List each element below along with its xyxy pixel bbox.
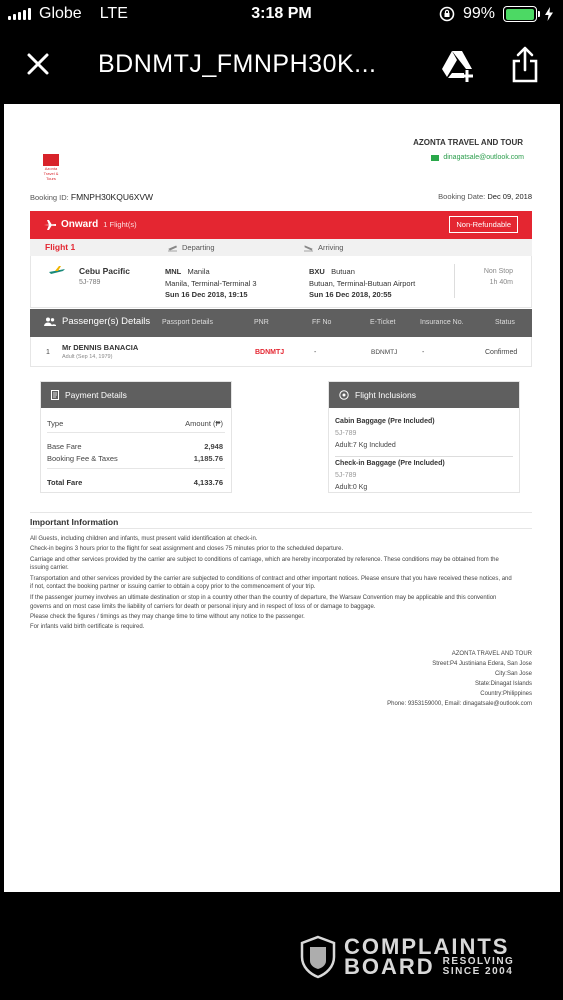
dep-city: Manila	[187, 267, 210, 276]
booking-date	[438, 192, 532, 201]
duration: 1h 40m	[489, 279, 513, 286]
app-bar	[0, 30, 563, 102]
note-item: All Guests, including children and infants, must present valid identification at check-in.	[30, 536, 258, 542]
battery-percent: 99%	[462, 5, 495, 22]
file-title: BDNMTJ_FMNPH30K...	[98, 50, 377, 78]
flight-inclusions-panel	[328, 381, 520, 493]
pax-status: Confirmed	[485, 349, 518, 356]
watermark-tag2: SINCE 2004	[442, 966, 514, 977]
onward-header	[30, 211, 532, 239]
departure-block	[165, 266, 257, 301]
arr-city: Butuan	[331, 267, 355, 276]
footer-address	[387, 649, 532, 709]
note-item: For infants valid birth certificate is required.	[30, 624, 145, 631]
checkin-flight: 5J-789	[335, 472, 357, 479]
airline-name: Cebu Pacific	[79, 266, 131, 276]
dep-code: MNL	[165, 267, 182, 276]
arr-terminal: Butuan, Terminal-Butuan Airport	[309, 278, 416, 288]
arr-time: Sun 16 Dec 2018, 20:55	[309, 290, 392, 299]
divider	[454, 264, 455, 298]
people-icon	[44, 317, 56, 326]
payment-amount-label: Amount (₱)	[185, 419, 223, 428]
passenger-row	[30, 337, 532, 367]
airplane-icon	[44, 220, 56, 230]
flight-row	[30, 256, 532, 308]
arr-code: BXU	[309, 267, 325, 276]
pax-insurance: -	[422, 349, 425, 356]
arrival-icon	[304, 244, 313, 252]
add-to-drive-icon[interactable]	[440, 47, 476, 83]
company-logo	[40, 154, 62, 181]
watermark-word1: COMPLAINTS	[344, 934, 510, 959]
pax-ffno: -	[314, 349, 317, 356]
booking-date-label: Booking Date:	[438, 192, 486, 201]
col-ffno: FF No	[312, 319, 332, 326]
checkin-detail: Adult:0 Kg	[335, 484, 368, 491]
col-eticket: E-Ticket	[370, 319, 396, 326]
network-type: LTE	[99, 5, 128, 22]
divider	[30, 512, 532, 513]
col-pnr: PNR	[254, 319, 269, 326]
clock: 3:18 PM	[251, 5, 312, 22]
inclusions-title: Flight Inclusions	[355, 390, 416, 400]
divider	[30, 528, 532, 529]
cabin-detail: Adult:7 Kg Included	[335, 442, 396, 449]
base-fare-value: 2,948	[204, 442, 223, 451]
note-item: Transportation and other services provided by the carrier are subjected to conditions of contract and other important notices. Please ensure that you have received these notices, and if not, contact the booking partner or issuing carrier to obtain a copy prior to the commencement of your trip.	[30, 575, 512, 591]
pax-pnr: BDNMTJ	[255, 349, 285, 356]
status-bar	[0, 0, 563, 30]
footer-country: Country:Philippines	[480, 691, 532, 697]
document-icon	[51, 390, 59, 400]
battery-icon	[503, 6, 537, 22]
footer-street: Street:P4 Justiniana Edera, San Jose	[432, 661, 532, 667]
booking-id-label: Booking ID:	[30, 193, 69, 202]
booking-fee-value: 1,185.76	[193, 454, 223, 463]
departing-label: Departing	[182, 243, 215, 252]
checkin-baggage-title: Check-in Baggage (Pre Included)	[335, 460, 445, 467]
passenger-header	[30, 309, 532, 337]
pax-sub: Adult (Sep 14, 1979)	[62, 354, 113, 360]
dep-time: Sun 16 Dec 2018, 19:15	[165, 290, 248, 299]
footer-company: AZONTA TRAVEL AND TOUR	[451, 651, 532, 657]
orientation-lock-icon	[439, 6, 455, 22]
col-passport: Passport Details	[162, 319, 213, 326]
share-icon[interactable]	[508, 46, 542, 84]
carrier-name: Globe	[39, 5, 82, 22]
onward-label: Onward	[61, 219, 99, 230]
departure-icon	[168, 244, 177, 252]
dep-terminal: Manila, Terminal-Terminal 3	[165, 278, 257, 288]
important-notes	[30, 535, 515, 633]
note-item: If the passenger journey involves an ultimate destination or stop in a country other than the country of departure, the Warsaw Convention may be applicable and this convention governs and on most case limits the liability of carriers for death or personal injury and in respect of loss of or damage to baggage.	[30, 594, 497, 610]
close-icon[interactable]	[22, 48, 54, 80]
flight-number: 5J-789	[79, 279, 101, 286]
cabin-flight: 5J-789	[335, 430, 357, 437]
onward-sub: 1 Flight(s)	[103, 220, 137, 229]
footer-state: State:Dinagat Islands	[474, 681, 532, 687]
non-refundable-badge: Non-Refundable	[449, 216, 518, 233]
payment-type-label: Type	[47, 419, 64, 428]
logo-text: Azonta Travel & Tours	[43, 166, 59, 181]
signal-icon	[8, 8, 31, 20]
charging-icon	[545, 7, 553, 21]
arriving-label: Arriving	[318, 243, 344, 252]
note-item: Check-in begins 3 hours prior to the flight for seat assignment and closes 75 minutes prior to the scheduled departure.	[30, 546, 344, 553]
stops-info	[484, 266, 513, 288]
passenger-header-title: Passenger(s) Details	[62, 316, 151, 327]
col-insurance: Insurance No.	[420, 319, 464, 326]
note-item: Please check the figures / timings as they may change time to time without any notice to the passenger.	[30, 613, 305, 620]
arrival-block	[309, 266, 415, 301]
watermark-word2: BOARD	[344, 954, 435, 979]
pax-index: 1	[46, 349, 50, 356]
footer-city: City:San Jose	[494, 671, 532, 677]
booking-date-value: Dec 09, 2018	[487, 192, 532, 201]
total-fare-value: 4,133.76	[193, 478, 223, 487]
payment-title: Payment Details	[65, 390, 127, 400]
mail-icon	[431, 155, 439, 161]
shield-logo-icon	[300, 935, 336, 979]
base-fare-label: Base Fare	[47, 442, 82, 451]
note-item: Carriage and other services provided by the carrier are subject to conditions of carriage, which are hereby incorporated by reference. These conditions may be obtained from the issuing carrier.	[30, 556, 499, 572]
document-page	[4, 104, 560, 892]
footer-contact: Phone: 9353159000, Email: dinagatsale@outlook.com	[387, 701, 532, 707]
total-fare-label: Total Fare	[47, 478, 83, 487]
flight-header	[30, 239, 532, 256]
company-email: dinagatsale@outlook.com	[443, 154, 524, 161]
company-name: AZONTA TRAVEL AND TOUR	[413, 138, 523, 147]
booking-id	[30, 192, 153, 202]
complaints-board-watermark	[300, 935, 514, 979]
booking-fee-label: Booking Fee & Taxes	[47, 454, 118, 463]
flight-label: Flight 1	[45, 242, 76, 252]
company-email-row	[431, 154, 524, 161]
payment-details-panel	[40, 381, 232, 493]
watermark-tag1: RESOLVING	[442, 956, 515, 967]
stops: Non Stop	[483, 268, 513, 275]
pax-eticket: BDNMTJ	[371, 349, 398, 356]
cabin-baggage-title: Cabin Baggage (Pre Included)	[335, 418, 435, 425]
airline-logo	[49, 266, 65, 276]
important-info-title: Important Information	[30, 517, 119, 527]
pax-name: Mr DENNIS BANACIA	[62, 343, 139, 352]
info-icon	[339, 390, 349, 400]
booking-id-value: FMNPH30KQU6XVW	[70, 192, 154, 202]
col-status: Status	[495, 319, 515, 326]
